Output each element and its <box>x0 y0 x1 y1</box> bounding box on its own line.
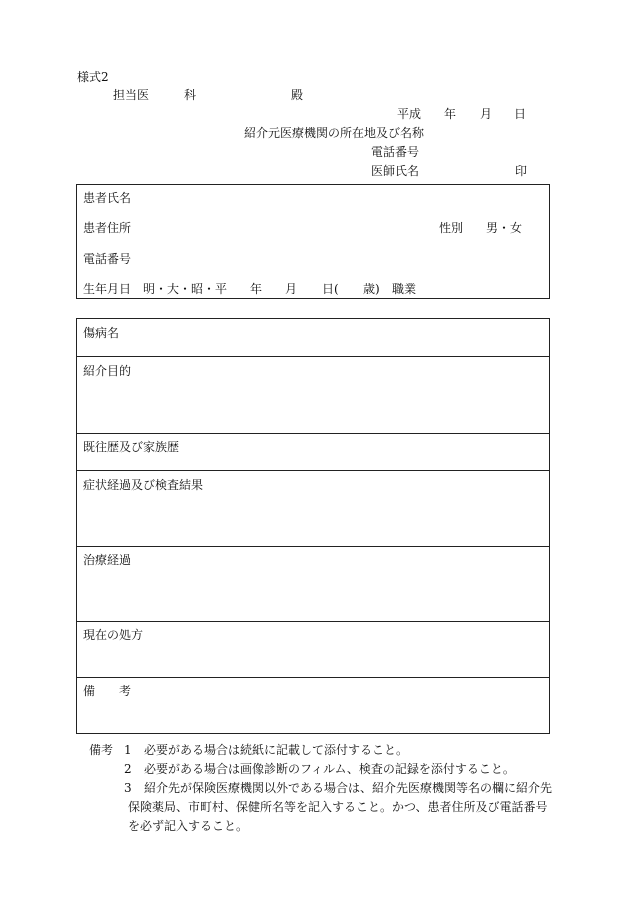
symptoms-label: 症状経過及び検査結果 <box>83 478 204 492</box>
note-text: 紹介先が保険医療機関以外である場合は、紹介先医療機関等名の欄に紹介先 <box>144 781 553 795</box>
patient-info-box <box>76 184 550 299</box>
sex-label: 性別 <box>439 221 464 235</box>
note-number: 2 <box>124 762 132 776</box>
history-label: 既往歴及び家族歴 <box>83 440 180 454</box>
date-year-label: 年 <box>444 107 457 121</box>
divider <box>77 356 549 357</box>
note-number: 3 <box>124 781 132 795</box>
clinical-info-box <box>76 318 550 734</box>
note-text-continued: 保険薬局、市町村、保健所名等を記入すること。かつ、患者住所及び電話番号 <box>128 800 548 814</box>
department-label: 科 <box>184 88 197 102</box>
treatment-label: 治療経過 <box>83 553 132 567</box>
note-number: 1 <box>124 743 132 757</box>
dob-label: 生年月日 <box>83 282 132 296</box>
diagnosis-label: 傷病名 <box>83 326 120 340</box>
divider <box>77 470 549 471</box>
divider <box>77 546 549 547</box>
doctor-name-label: 医師氏名 <box>371 164 420 178</box>
seal-label: 印 <box>515 164 528 178</box>
dob-month-label: 月 <box>285 282 298 296</box>
prescription-label: 現在の処方 <box>83 628 144 642</box>
sex-options: 男・女 <box>486 221 523 235</box>
divider <box>77 433 549 434</box>
age-label: 歳) <box>363 282 380 296</box>
referrer-phone-label: 電話番号 <box>371 145 420 159</box>
note-text-continued: を必ず記入すること。 <box>128 819 249 833</box>
purpose-label: 紹介目的 <box>83 364 132 378</box>
form-number: 様式2 <box>77 70 109 84</box>
note-text: 必要がある場合は画像診断のフィルム、検査の記録を添付すること。 <box>144 762 515 776</box>
patient-name-label: 患者氏名 <box>83 191 132 205</box>
referrer-label: 紹介元医療機関の所在地及び名称 <box>244 126 425 140</box>
dob-year-label: 年 <box>250 282 263 296</box>
occupation-label: 職業 <box>392 282 417 296</box>
notes-label: 備考 <box>89 743 114 757</box>
patient-address-label: 患者住所 <box>83 221 132 235</box>
doctor-in-charge-label: 担当医 <box>113 88 150 102</box>
date-day-label: 日 <box>514 107 527 121</box>
divider <box>77 621 549 622</box>
honorific-label: 殿 <box>291 88 304 102</box>
patient-phone-label: 電話番号 <box>83 252 132 266</box>
dob-era-options: 明・大・昭・平 <box>143 282 228 296</box>
note-text: 必要がある場合は続紙に記載して添付すること。 <box>144 743 409 757</box>
remarks-label: 備 考 <box>83 684 132 698</box>
date-era-label: 平成 <box>397 107 422 121</box>
dob-day-label: 日( <box>322 282 339 296</box>
divider <box>77 677 549 678</box>
date-month-label: 月 <box>480 107 493 121</box>
